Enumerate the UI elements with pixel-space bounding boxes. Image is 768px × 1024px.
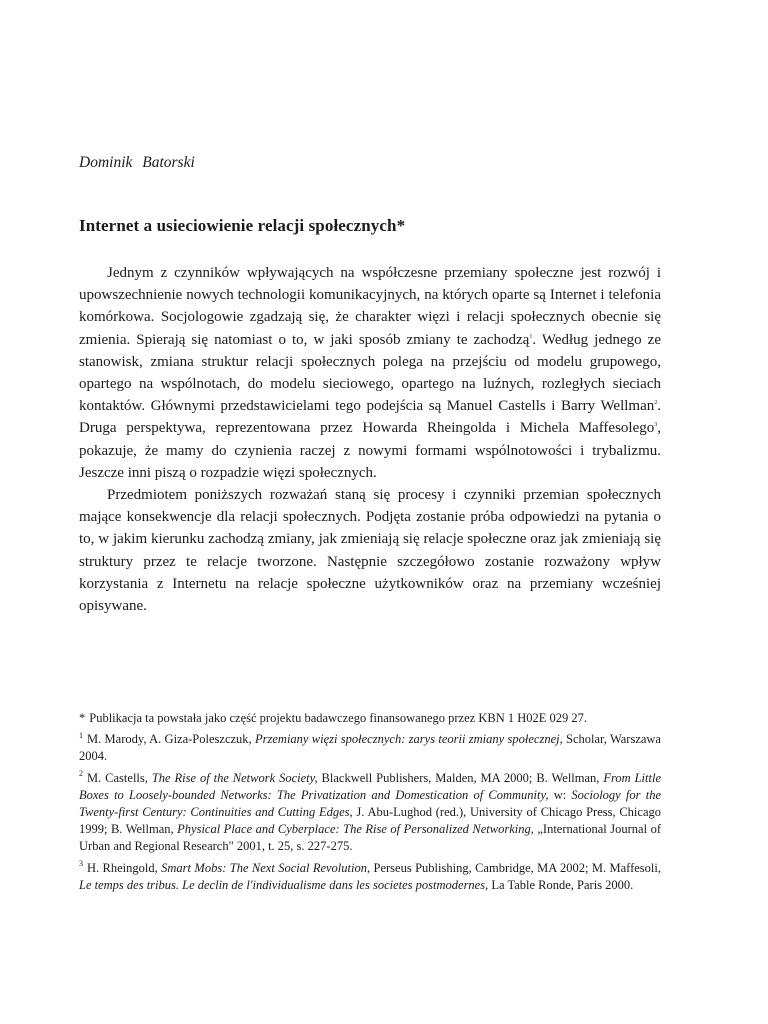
footnote — [79, 770, 661, 856]
footnote-text — [89, 711, 587, 725]
text-run: M. Marody, A. Giza-Poleszczuk, — [87, 732, 255, 747]
body-paragraph — [79, 262, 661, 484]
text-run: Jednym z czynników wpływających na współczesne przemiany społeczne jest rozwój i upowszechnienie nowych technologii komunikacyjnych, na których oparte są Internet i telefonia komórkowa. Socjologowie zgadzają się, że charakter więzi i relacji społecznych obecnie się zmienia. Spierają się natomiast o to, w jaki sposób zmiany te zachodzą — [79, 265, 661, 348]
text-run: Przedmiotem poniższych rozważań staną się procesy i czynniki przemian społecznych mające konsekwencje dla relacji społecznych. Podjęta zostanie próba odpowiedzi na pytania o to, w jakim kierunku zachodzą zmiany, jak zmieniają się relacje społeczne oraz jak zmieniają się struktury przez te relacje tworzone. Następnie szczegółowo zostanie rozważony wpływ korzystania z Internetu na relacje społeczne użytkowników oraz na przemiany wcześniej opisywane. — [79, 487, 661, 615]
footnote-marker: * — [79, 711, 86, 725]
footnote — [79, 860, 661, 894]
text-run: H. Rheingold, — [87, 860, 162, 875]
footnotes — [79, 710, 661, 898]
footnote — [79, 710, 661, 727]
text-run: Blackwell Publishers, Malden, MA 2000; B. Wellman, — [317, 770, 604, 785]
footnote-ref: 3 — [654, 422, 658, 429]
text-run: Publikacja ta powstała jako część projektu badawczego finansowanego przez KBN 1 H02E 029 27. — [89, 711, 588, 725]
text-run: „International Journal of Urban and Regional Research" 2001, t. 25, s. 227-275. — [79, 822, 661, 854]
italic-text: From Little Boxes to Loosely-bounded Networks: The Privatization and Domestication of Community, — [79, 770, 661, 802]
footnote — [79, 731, 661, 765]
footnote-text — [79, 861, 661, 892]
italic-text: Le temps des tribus. Le declin de l'individualisme dans les societes postmodernes, — [79, 877, 489, 892]
footnote-text — [79, 732, 661, 763]
text-run: Scholar, Warszawa 2004. — [79, 732, 661, 764]
italic-text: Sociology for the Twenty-first Century: Continuities and Cutting Edges, — [79, 787, 662, 820]
text-run: La Table Ronde, Paris 2000. — [488, 877, 634, 892]
text-run: . Według jednego ze stanowisk, zmiana struktur relacji społecznych polega na przejściu od modelu grupowego, opartego na wspólnotach, do modelu sieciowego, opartego na luźnych, rozległych sieciach kontaktów. Głównymi przedstawicielami tego podejścia są Manuel Castells i Barry Wellman — [79, 331, 662, 415]
footnote-marker: 2 — [79, 769, 83, 779]
footnote-ref: 1 — [529, 333, 533, 340]
article-title: Internet a usieciowienie relacji społecznych* — [79, 216, 406, 235]
italic-text: The Rise of the Network Society, — [151, 770, 318, 785]
italic-text: Smart Mobs: The Next Social Revolution, — [161, 860, 371, 875]
article-body — [79, 262, 661, 617]
text-run: M. Castells, — [87, 770, 152, 785]
body-paragraph — [79, 484, 661, 617]
footnote-text — [79, 771, 661, 854]
italic-text: Physical Place and Cyberplace: The Rise of Personalized Networking, — [177, 822, 534, 837]
text-run: Perseus Publishing, Cambridge, MA 2002; M. Maffesoli, — [370, 860, 661, 875]
text-run: J. Abu-Lughod (red.), University of Chicago Press, Chicago 1999; B. Wellman, — [79, 805, 661, 837]
author-name: Dominik Batorski — [79, 154, 195, 171]
footnote-marker: 3 — [79, 859, 83, 869]
footnote-ref: 2 — [654, 400, 658, 407]
text-run: w: — [548, 787, 572, 802]
text-run: , pokazuje, że mamy do czynienia raczej z nowymi formami wspólnotowości i trybalizmu. Jeszcze inni piszą o rozpadzie więzi społecznych. — [79, 420, 661, 481]
italic-text: Przemiany więzi społecznych: zarys teorii zmiany społecznej, — [255, 732, 563, 747]
footnote-marker: 1 — [79, 731, 83, 741]
text-run: . Druga perspektywa, reprezentowana przez Howarda Rheingolda i Michela Maffesolego — [79, 398, 661, 437]
